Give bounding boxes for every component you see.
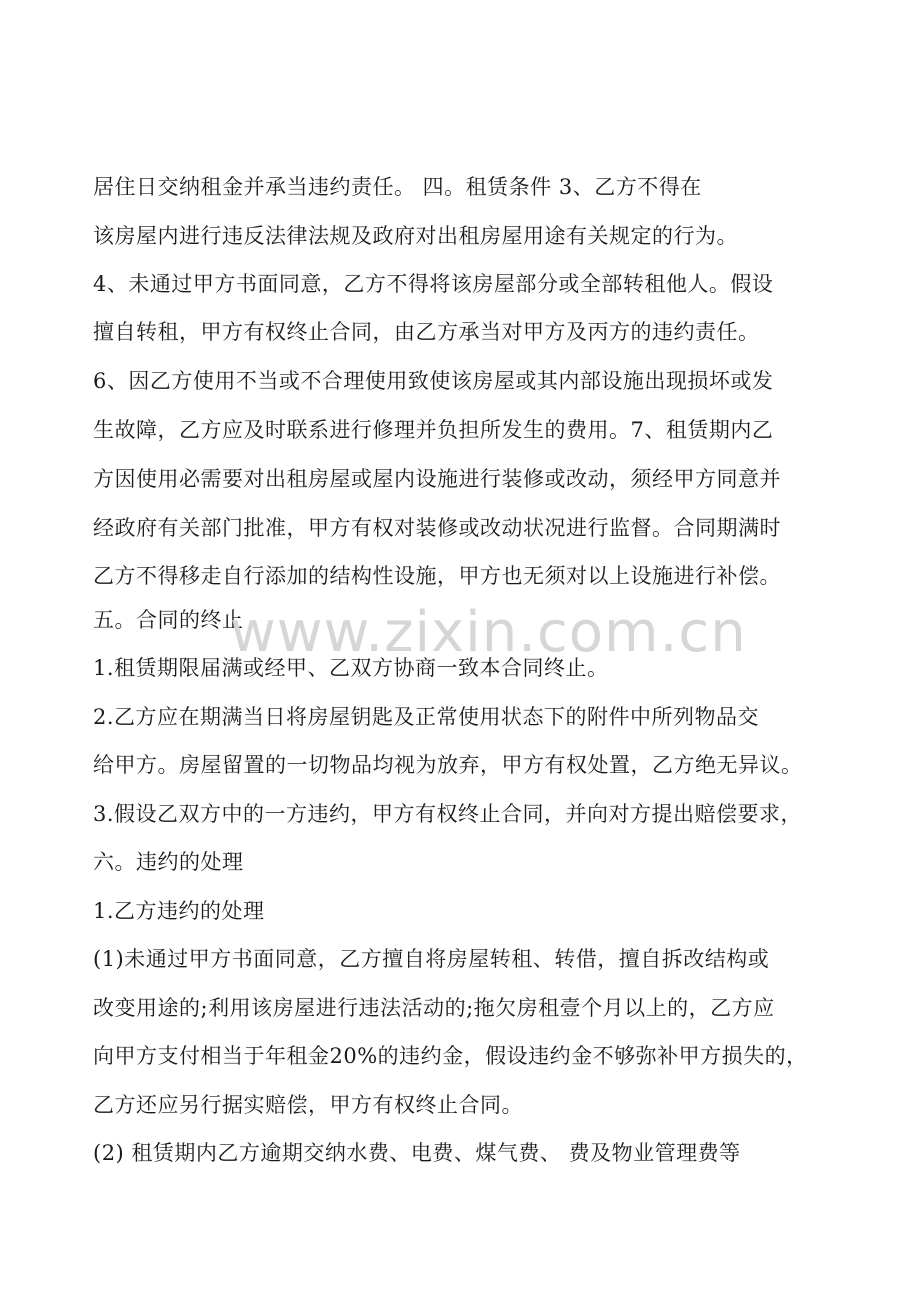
text-line: 经政府有关部门批准，甲方有权对装修或改动状况进行监督。合同期满时 [93,516,781,540]
text-line: 生故障，乙方应及时联系进行修理并负担所发生的费用。7、租赁期内乙 [93,418,774,442]
text-line: 1.租赁期限届满或经甲、乙双方协商一致本合同终止。 [93,656,609,680]
text-line: 乙方不得移走自行添加的结构性设施，甲方也无须对以上设施进行补偿。 [93,564,781,588]
text-line: 给甲方。房屋留置的一切物品均视为放弃，甲方有权处置，乙方绝无异议。 [93,753,803,777]
text-line: 擅自转租，甲方有权终止合同，由乙方承当对甲方及丙方的违约责任。 [93,320,760,344]
subsection-heading: 1.乙方违约的处理 [93,899,265,923]
text-line: 2.乙方应在期满当日将房屋钥匙及正常使用状态下的附件中所列物品交 [93,705,760,729]
section-heading: 六。违约的处理 [93,850,244,874]
section-heading: 五。合同的终止 [93,608,244,632]
text-line: 居住日交纳租金并承当违约责任。 四。租赁条件 3、乙方不得在 [93,175,702,199]
text-line: 乙方还应另行据实赔偿，甲方有权终止合同。 [93,1093,523,1117]
text-line: 3.假设乙双方中的一方违约，甲方有权终止合同，并向对方提出赔偿要求， [93,802,803,826]
text-line: 4、未通过甲方书面同意，乙方不得将该房屋部分或全部转租他人。假设 [93,272,774,296]
text-line: (1)未通过甲方书面同意，乙方擅自将房屋转租、转借，擅自拆改结构或 [93,947,770,971]
watermark: www.zixin.com.cn [230,600,747,665]
text-line: 该房屋内进行违反法律法规及政府对出租房屋用途有关规定的行为。 [93,224,738,248]
text-line: 6、因乙方使用不当或不合理使用致使该房屋或其内部设施出现损坏或发 [93,369,774,393]
text-line: 改变用途的;利用该房屋进行违法活动的;拖欠房租壹个月以上的，乙方应 [93,996,775,1020]
text-line: 方因使用必需要对出租房屋或屋内设施进行装修或改动，须经甲方同意并 [93,467,781,491]
text-line: (2) 租赁期内乙方逾期交纳水费、电费、煤气费、 费及物业管理费等 [93,1141,741,1165]
text-line: 向甲方支付相当于年租金20%的违约金，假设违约金不够弥补甲方损失的， [93,1044,808,1068]
